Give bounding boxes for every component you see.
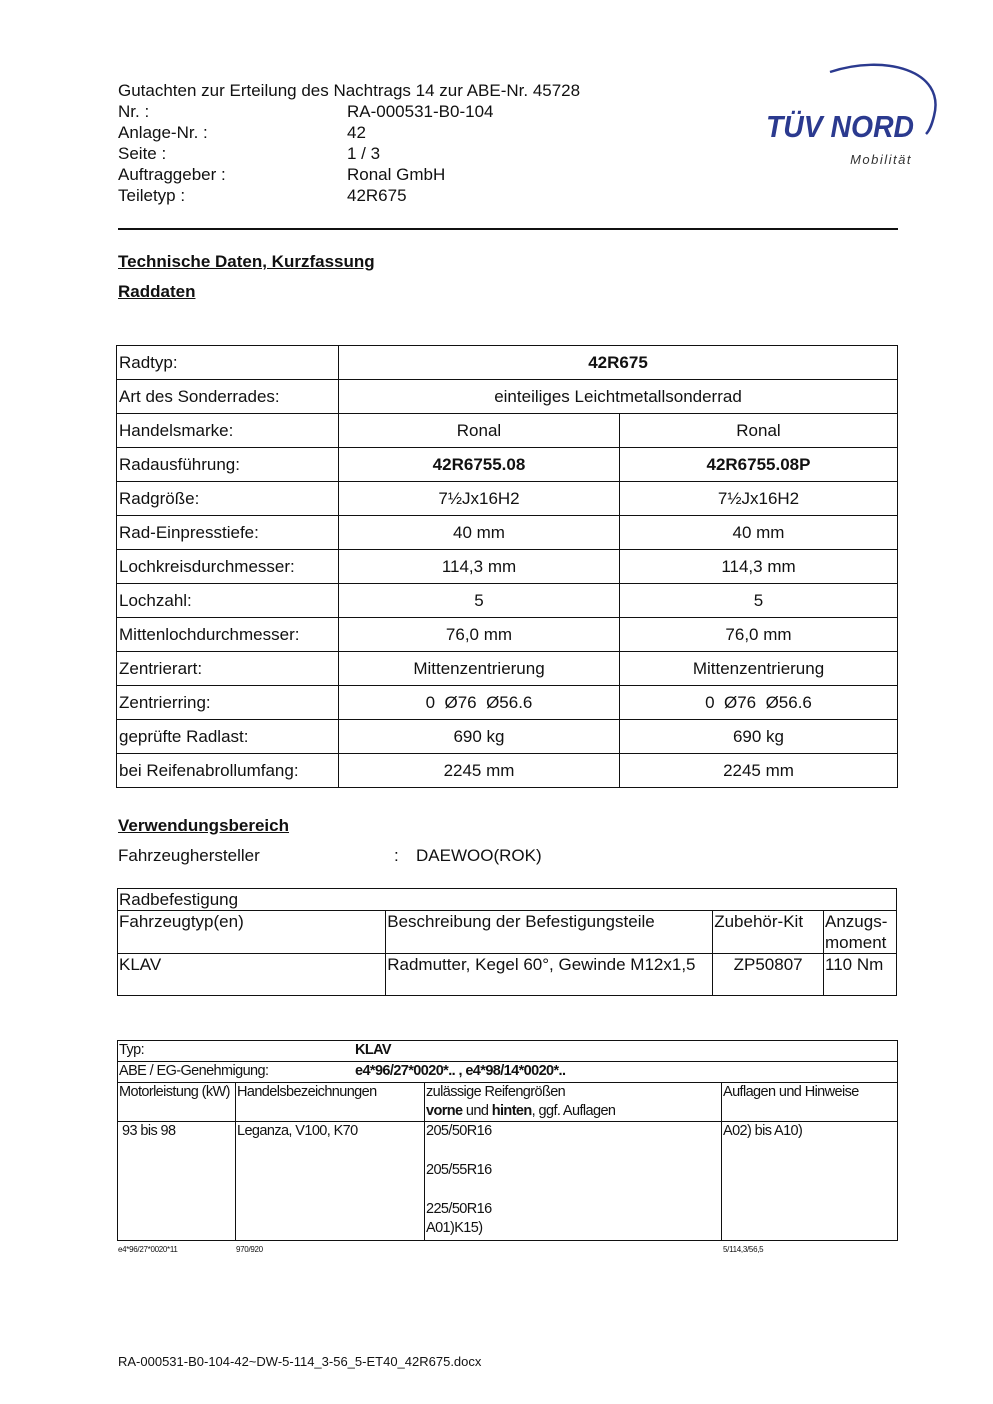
header-value: 42R675 (347, 186, 407, 205)
row-label: Zentrierart: (117, 652, 339, 686)
table-row (118, 911, 897, 954)
cell-a: 0 Ø76 Ø56.6 (339, 686, 620, 720)
row-label: Lochzahl: (117, 584, 339, 618)
col-header: Anzugs-moment (824, 911, 897, 954)
cell-b: Mittenzentrierung (620, 652, 898, 686)
row-label: geprüfte Radlast: (117, 720, 339, 754)
row-value: einteiliges Leichtmetallsonderrad (339, 380, 898, 414)
table-row (117, 652, 898, 686)
cell-b: 40 mm (620, 516, 898, 550)
cell-power: 93 bis 98 (118, 1122, 236, 1241)
row-label: Radausführung: (117, 448, 339, 482)
header-key: Anlage-Nr. : (118, 123, 208, 142)
cell-b: 7½Jx16H2 (620, 482, 898, 516)
tyres-vorne: vorne (426, 1103, 463, 1119)
table-row (117, 754, 898, 788)
header-row-nr (118, 101, 580, 122)
row-label: Handelsmarke: (117, 414, 339, 448)
cell-b: 76,0 mm (620, 618, 898, 652)
table-row (117, 482, 898, 516)
header-key: Nr. : (118, 102, 150, 121)
manufacturer-sep: : (394, 846, 399, 865)
header-value: 1 / 3 (347, 144, 381, 163)
cell-b: 2245 mm (620, 754, 898, 788)
cell-hinweise: A02) bis A10) (722, 1122, 898, 1241)
cell-b: Ronal (620, 414, 898, 448)
cell-a: 7½Jx16H2 (339, 482, 620, 516)
header-value: Ronal GmbH (347, 165, 446, 184)
table-row (117, 584, 898, 618)
table-row (118, 954, 897, 996)
cell-b: 5 (620, 584, 898, 618)
header-key: Teiletyp : (118, 186, 186, 205)
col-header: Zubehör-Kit (713, 911, 824, 954)
cell-a: 114,3 mm (339, 550, 620, 584)
cell: ZP50807 (713, 954, 824, 996)
tyres-header: zulässige Reifengrößen (426, 1084, 566, 1100)
abe-value: e4*96/27*0020*.. , e4*98/14*0020*.. (355, 1063, 566, 1079)
header-row-auftraggeber (118, 164, 580, 185)
befestigung-table (117, 888, 897, 996)
tyre-size: 225/50R16 (426, 1201, 492, 1217)
typ-foot-code: e4*96/27*0020*11 (118, 1245, 178, 1254)
table-row (118, 1062, 898, 1083)
row-label: Art des Sonderrades: (117, 380, 339, 414)
logo-sub: Mobilität (850, 152, 912, 167)
cell-a: Mittenzentrierung (339, 652, 620, 686)
cell-a: 690 kg (339, 720, 620, 754)
section-verw-title: Verwendungsbereich (118, 816, 289, 835)
tyre-size: 205/55R16 (426, 1162, 492, 1178)
cell: 110 Nm (824, 954, 897, 996)
header-row-anlage (118, 122, 580, 143)
cell: Radmutter, Kegel 60°, Gewinde M12x1,5 (386, 954, 713, 996)
table-row (118, 1122, 898, 1241)
tyre-note: A01)K15) (426, 1220, 483, 1236)
header-value: 42 (347, 123, 366, 142)
typ-label: Typ: (119, 1042, 144, 1058)
report-header (118, 80, 580, 206)
raddaten-table (116, 345, 898, 788)
col-header-tyres (425, 1083, 722, 1122)
typ-line (118, 1041, 898, 1062)
table-row (117, 618, 898, 652)
cell-b: 42R6755.08P (620, 448, 898, 482)
manufacturer-label: Fahrzeughersteller (118, 846, 260, 865)
header-row-seite (118, 143, 580, 164)
cell-b: 114,3 mm (620, 550, 898, 584)
row-label: Zentrierring: (117, 686, 339, 720)
section-tech-title: Technische Daten, Kurzfassung (118, 252, 375, 271)
header-key: Seite : (118, 144, 167, 163)
cell-a: 76,0 mm (339, 618, 620, 652)
cell-b: 690 kg (620, 720, 898, 754)
document-filename: RA-000531-B0-104-42~DW-5-114_3-56_5-ET40_42R675.docx (118, 1354, 482, 1369)
manufacturer-line (118, 846, 542, 866)
row-label: Radtyp: (117, 346, 339, 380)
col-header: Handelsbezeichnungen (236, 1083, 425, 1122)
report-title: Gutachten zur Erteilung des Nachtrags 14 zur ABE-Nr. 45728 (118, 81, 581, 100)
logo-brand: TÜV NORD (766, 109, 914, 144)
cell-a: 40 mm (339, 516, 620, 550)
col-header: Beschreibung der Befestigungsteile (386, 911, 713, 954)
typ-table (117, 1040, 898, 1241)
tyre-size: 205/50R16 (426, 1123, 492, 1139)
row-label: Radgröße: (117, 482, 339, 516)
table-row (117, 380, 898, 414)
typ-foot-weight: 970/920 (236, 1245, 263, 1254)
cell-a: 5 (339, 584, 620, 618)
table-row (118, 1041, 898, 1062)
abe-label: ABE / EG-Genehmigung: (119, 1063, 269, 1079)
table-row (117, 516, 898, 550)
cell-a: 42R6755.08 (339, 448, 620, 482)
row-label: bei Reifenabrollumfang: (117, 754, 339, 788)
cell-a: Ronal (339, 414, 620, 448)
col-header: Auflagen und Hinweise (722, 1083, 898, 1122)
table-row (117, 414, 898, 448)
table-row (118, 889, 897, 911)
header-divider (118, 228, 898, 230)
row-label: Lochkreisdurchmesser: (117, 550, 339, 584)
cell-names: Leganza, V100, K70 (236, 1122, 425, 1241)
row-label: Rad-Einpresstiefe: (117, 516, 339, 550)
table-row (117, 686, 898, 720)
befestigung-title: Radbefestigung (118, 889, 897, 911)
header-row-teiletyp (118, 185, 580, 206)
table-row (117, 448, 898, 482)
tyres-rest: , ggf. Auflagen (531, 1103, 616, 1119)
cell-b: 0 Ø76 Ø56.6 (620, 686, 898, 720)
tyres-hinten: hinten (491, 1103, 532, 1119)
col-header: Motorleistung (kW) (118, 1083, 236, 1122)
table-row (118, 1083, 898, 1122)
tuv-nord-logo (764, 58, 944, 170)
tyres-und: und (462, 1103, 492, 1119)
col-header: Fahrzeugtyp(en) (118, 911, 386, 954)
table-row (117, 720, 898, 754)
table-row (117, 346, 898, 380)
cell-a: 2245 mm (339, 754, 620, 788)
manufacturer-value: DAEWOO(ROK) (416, 846, 542, 865)
typ-foot-pattern: 5/114,3/56,5 (723, 1245, 764, 1254)
cell: KLAV (118, 954, 386, 996)
header-key: Auftraggeber : (118, 165, 226, 184)
header-value: RA-000531-B0-104 (347, 102, 494, 121)
table-row (117, 550, 898, 584)
section-rad-title: Raddaten (118, 282, 196, 301)
row-value: 42R675 (339, 346, 898, 380)
cell-tyres (425, 1122, 722, 1241)
typ-value: KLAV (355, 1042, 391, 1058)
abe-line (118, 1062, 898, 1083)
row-label: Mittenlochdurchmesser: (117, 618, 339, 652)
